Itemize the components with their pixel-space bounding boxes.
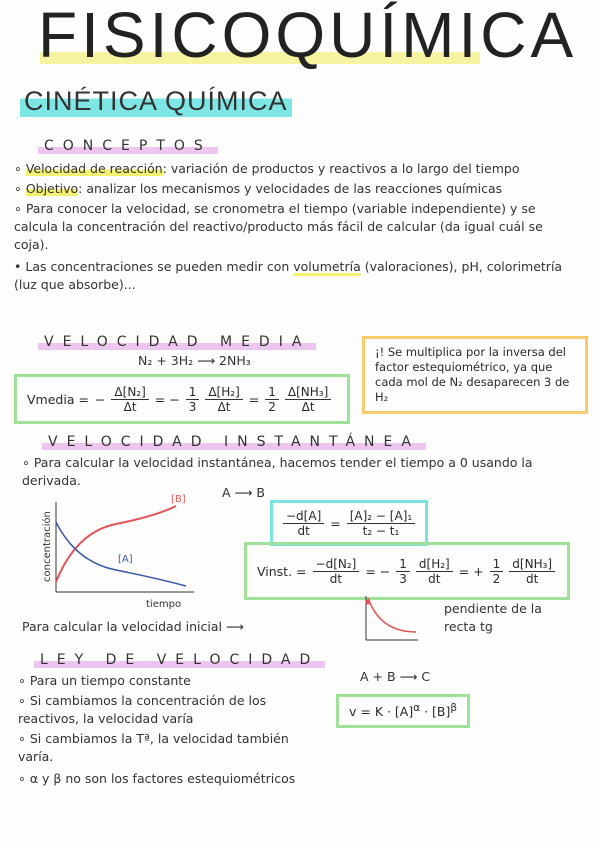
equals: = − (154, 391, 180, 407)
fraction: $\frac{\text{Δ[N₂]}}{\Delta t}$ (111, 385, 148, 414)
list-item: ∘ α y β no son los factores estequiométricos (18, 771, 296, 786)
page-title: FISICOQUÍMICA (38, 0, 578, 71)
reaction: N₂ + 3H₂ ⟶ 2NH₃ (138, 353, 251, 368)
coefficient: $\frac{1}{3}$ (396, 557, 410, 586)
term: Objetivo (25, 181, 79, 196)
term: volumetría (293, 259, 361, 274)
initial-point (366, 600, 371, 605)
item-text: Para conocer la velocidad, se cronometra el tiempo (variable independiente) y se calcula la concentración del reactivo/producto más fácil de calcular (da igual cuál se coja). (14, 201, 543, 252)
slope-text: pendiente de la recta tg (444, 601, 542, 634)
fraction: $\frac{\text{d[NH₃]}}{dt}$ (509, 557, 555, 586)
item-text: Las concentraciones se pueden medir con (25, 259, 294, 274)
formula-lhs: Vinst. = (257, 563, 307, 579)
note-box: ¡! Se multiplica por la inversa del factor estequiométrico, ya que cada mol de N₂ desaparecen 3 de H₂ (362, 336, 588, 414)
list-item: ∘ Para conocer la velocidad, se cronometra el tiempo (variable independiente) y se calcula la concentración del reactivo/producto más fácil de calcular (da igual cuál se coja). (14, 201, 543, 252)
fraction: $\frac{\text{Δ[H₂]}}{\Delta t}$ (205, 385, 242, 414)
item-text: Para calcular la velocidad instantánea, hacemos tender el tiempo a 0 usando la derivada. (22, 455, 533, 488)
fraction: $\frac{\text{d[H₂]}}{dt}$ (416, 557, 453, 586)
equals: = (248, 391, 260, 407)
list-item: ∘ Si cambiamos la concentración de los reactivos, la velocidad varía (18, 693, 267, 726)
series-a-label: [A] (118, 554, 133, 565)
list-item: ∘ Si cambiamos la Tª, la velocidad también varía. (18, 731, 289, 764)
coefficient: $\frac{1}{3}$ (186, 385, 200, 414)
series-b-label: [B] (171, 494, 186, 505)
fraction: $\frac{\text{Δ[NH₃]}}{\Delta t}$ (285, 385, 331, 414)
list-item: ∘ Velocidad de reacción: variación de productos y reactivos a lo largo del tiempo (14, 161, 520, 176)
list-item: • Las concentraciones se pueden medir con volumetría (valoraciones), pH, colorimetría (luz que absorbe)... (14, 259, 563, 292)
sign: − (94, 391, 106, 407)
item-text: (valoraciones), pH, colorimetría (luz que absorbe)... (14, 259, 563, 292)
concentration-graph (36, 492, 206, 612)
fraction: $\frac{\text{[A]₂ − [A]₁}}{\text{t₂ − t₁}}$ (347, 509, 415, 538)
item-text: : analizar los mecanismos y velocidades de las reacciones químicas (78, 181, 503, 196)
y-axis-label: concentración (42, 511, 53, 582)
coefficient: $\frac{1}{2}$ (490, 557, 504, 586)
list-item: ∘ Objetivo: analizar los mecanismos y velocidades de las reacciones químicas (14, 181, 503, 196)
vmedia-formula-box (14, 374, 350, 424)
initial-velocity-text: Para calcular la velocidad inicial ⟶ (22, 619, 244, 634)
reaction: A + B ⟶ C (360, 669, 431, 684)
section-heading-ley-velocidad: LEY DE VELOCIDAD (34, 652, 325, 668)
section-heading-conceptos: CONCEPTOS (38, 138, 218, 154)
decay-curve (368, 598, 416, 632)
fraction: $\frac{-d[A]}{dt}$ (283, 509, 324, 538)
section-heading-velocidad-instantanea: VELOCIDAD INSTANTÁNEA (42, 434, 426, 450)
page-subtitle: CINÉTICA QUÍMICA (20, 86, 292, 117)
rate-law: $v = K \cdot [A]^\alpha \cdot [B]^\beta$ (349, 702, 458, 720)
derivative-formula-box (270, 500, 428, 546)
coefficient: $\frac{1}{2}$ (265, 385, 279, 414)
equals: = − (365, 563, 391, 579)
list-item: ∘ Para un tiempo constante (18, 673, 191, 688)
section-heading-velocidad-media: VELOCIDAD MEDIA (38, 334, 316, 350)
conceptos-list (14, 160, 574, 296)
rate-law-box (336, 694, 470, 728)
list-item: ∘ Para calcular la velocidad instantánea, hacemos tender el tiempo a 0 usando la derivada. (22, 455, 533, 488)
equals: = (330, 515, 341, 531)
term: Velocidad de reacción (25, 161, 163, 176)
reaction: A ⟶ B (222, 485, 265, 500)
ley-list (18, 672, 308, 790)
equals: = + (458, 563, 484, 579)
initial-slope-graph (360, 592, 420, 644)
item-text: : variación de productos y reactivos a lo largo del tiempo (162, 161, 520, 176)
formula-lhs: Vmedia = (27, 391, 89, 407)
x-axis-label: tiempo (146, 599, 182, 610)
fraction: $\frac{\text{−d[N₂]}}{dt}$ (313, 557, 360, 586)
